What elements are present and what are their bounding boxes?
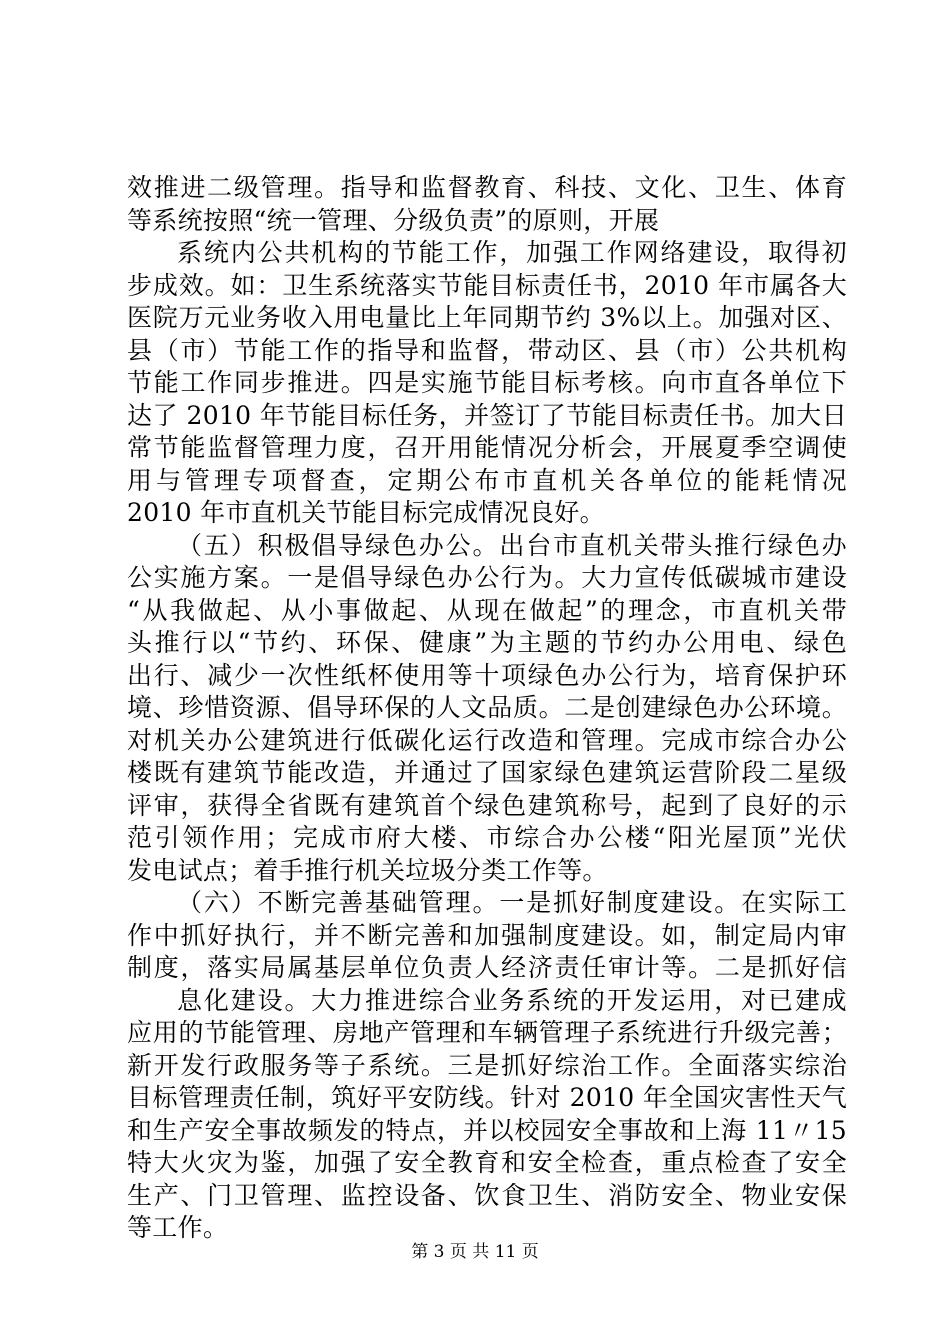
text-line: 等工作。 xyxy=(127,1213,229,1242)
text-line: 目标管理责任制，筑好平安防线。针对 2010 年全国灾害性天气 xyxy=(127,1083,847,1112)
text-line: 2010 年市直机关节能目标完成情况良好。 xyxy=(127,498,605,527)
text-line: 公实施方案。一是倡导绿色办公行为。大力宣传低碳城市建设 xyxy=(127,563,847,592)
text-line: 和生产安全事故频发的特点，并以校园安全事故和上海 11〃15 xyxy=(127,1115,847,1145)
text-line: 头推行以“节约、环保、健康”为主题的节约办公用电、绿色 xyxy=(127,628,847,657)
text-line: （五）积极倡导绿色办公。出台市直机关带头推行绿色办 xyxy=(177,530,847,560)
text-line: （六）不断完善基础管理。一是抓好制度建设。在实际工 xyxy=(177,888,847,917)
text-line: 新开发行政服务等子系统。三是抓好综治工作。全面落实综治 xyxy=(127,1050,847,1080)
text-line: 用与管理专项督查，定期公布市直机关各单位的能耗情况 xyxy=(127,465,847,495)
text-line: 对机关办公建筑进行低碳化运行改造和管理。完成市综合办公 xyxy=(127,725,847,755)
text-line: 作中抓好执行，并不断完善和加强制度建设。如，制定局内审 xyxy=(127,920,847,950)
text-line: 县（市）节能工作的指导和监督，带动区、县（市）公共机构 xyxy=(127,335,847,365)
text-line: 制度，落实局属基层单位负责人经济责任审计等。二是抓好信 xyxy=(127,953,847,982)
text-line: 楼既有建筑节能改造，并通过了国家绿色建筑运营阶段二星级 xyxy=(127,758,847,787)
text-line: 出行、减少一次性纸杯使用等十项绿色办公行为，培育保护环 xyxy=(127,660,847,690)
text-line: 常节能监督管理力度，召开用能情况分析会，开展夏季空调使 xyxy=(127,433,847,462)
text-line: 生产、门卫管理、监控设备、饮食卫生、消防安全、物业安保 xyxy=(127,1180,847,1210)
text-line: 效推进二级管理。指导和监督教育、科技、文化、卫生、体育 xyxy=(127,173,847,202)
text-line: 特大火灾为鉴，加强了安全教育和安全检查，重点检查了安全 xyxy=(127,1148,847,1177)
text-line: 息化建设。大力推进综合业务系统的开发运用，对已建成 xyxy=(177,985,847,1015)
text-line: 范引领作用；完成市府大楼、市综合办公楼“阳光屋顶”光伏 xyxy=(127,823,847,852)
text-line: 应用的节能管理、房地产管理和车辆管理子系统进行升级完善； xyxy=(127,1018,847,1047)
text-line: 步成效。如：卫生系统落实节能目标责任书，2010 年市属各大 xyxy=(127,270,847,300)
page-footer: 第 3 页 共 11 页 xyxy=(411,1242,539,1262)
text-line: 达了 2010 年节能目标任务，并签订了节能目标责任书。加大日 xyxy=(127,400,847,430)
text-line: 系统内公共机构的节能工作，加强工作网络建设，取得初 xyxy=(177,238,847,267)
text-line: 境、珍惜资源、倡导环保的人文品质。二是创建绿色办公环境。 xyxy=(127,693,847,722)
document-body xyxy=(127,172,847,1245)
text-line: 等系统按照“统一管理、分级负责”的原则，开展 xyxy=(127,205,660,235)
text-line: “从我做起、从小事做起、从现在做起”的理念，市直机关带 xyxy=(127,595,847,625)
text-line: 医院万元业务收入用电量比上年同期节约 3%以上。加强对区、 xyxy=(127,303,847,332)
text-line: 发电试点；着手推行机关垃圾分类工作等。 xyxy=(127,855,608,885)
text-line: 评审，获得全省既有建筑首个绿色建筑称号，起到了良好的示 xyxy=(127,790,847,820)
text-line: 节能工作同步推进。四是实施节能目标考核。向市直各单位下 xyxy=(127,368,847,397)
